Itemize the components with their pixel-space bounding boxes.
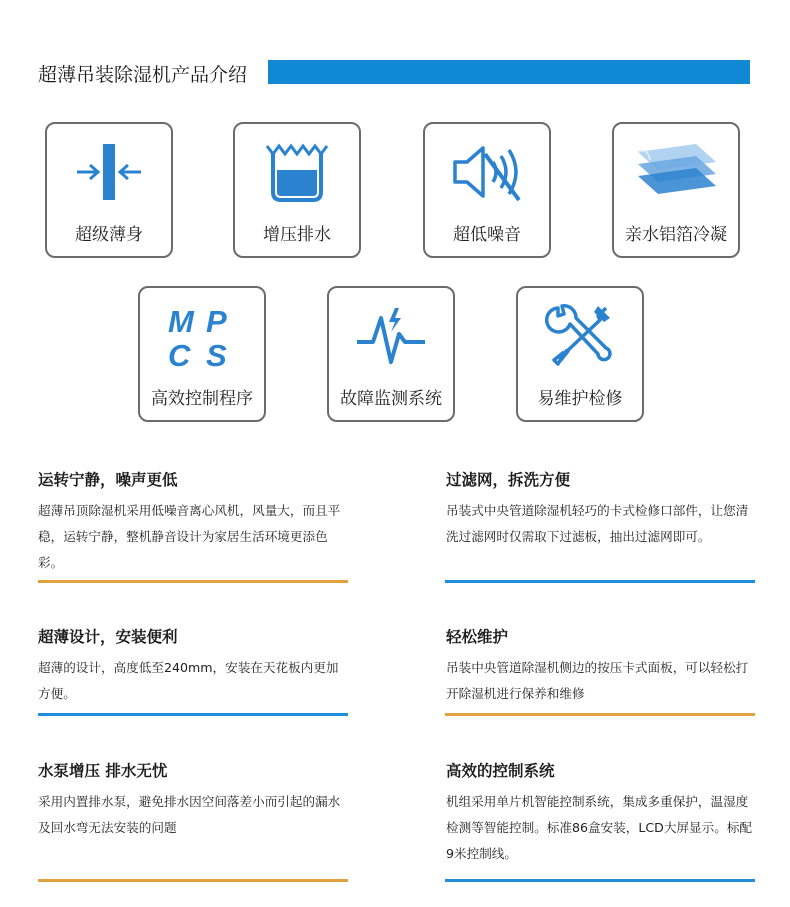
title-accent-bar — [268, 60, 750, 84]
page-title: 超薄吊装除湿机产品介绍 — [38, 64, 248, 86]
divider — [38, 879, 348, 882]
divider — [38, 580, 348, 583]
feature-control-system — [446, 759, 758, 867]
feature-filter — [446, 468, 758, 550]
divider — [445, 879, 755, 882]
feature-title: 水泵增压 排水无忧 — [38, 762, 168, 780]
feature-card-thin — [45, 122, 173, 258]
divider — [445, 580, 755, 583]
feature-pump — [38, 759, 350, 841]
feature-thin-design — [38, 625, 350, 707]
feature-title: 运转宁静，噪声更低 — [38, 471, 178, 489]
mpcs-letter-c: C — [168, 338, 191, 370]
card-label: 易维护检修 — [537, 389, 623, 409]
feature-maintenance — [446, 625, 758, 707]
card-label: 亲水铝箔冷凝 — [625, 225, 727, 245]
card-label: 超级薄身 — [75, 225, 143, 245]
feature-card-maintenance — [516, 286, 644, 422]
section-header — [38, 58, 750, 86]
card-label: 超低噪音 — [453, 225, 521, 245]
feature-title: 超薄设计，安装便利 — [38, 628, 178, 646]
feature-card-control — [138, 286, 266, 422]
feature-title: 过滤网，拆洗方便 — [446, 471, 571, 489]
feature-description: 超薄吊顶除湿机采用低噪音离心风机，风量大，而且平稳，运转宁静，整机静音设计为家居生活环境更添色彩。 — [38, 503, 341, 570]
fault-monitor-icon — [329, 300, 453, 372]
mute-speaker-icon — [425, 136, 549, 208]
feature-quiet — [38, 468, 350, 576]
feature-description: 机组采用单片机智能控制系统，集成多重保护，温湿度检测等智能控制。标准86盒安装，LCD大屏显示。标配9米控制线。 — [446, 794, 753, 861]
feature-card-noise — [423, 122, 551, 258]
mpcs-letter-p: P — [206, 304, 227, 339]
pressurized-drain-icon — [235, 136, 359, 208]
divider — [38, 713, 348, 716]
feature-title: 高效的控制系统 — [446, 762, 555, 780]
card-label: 故障监测系统 — [340, 389, 442, 409]
feature-description: 采用内置排水泵，避免排水因空间落差小而引起的漏水及回水弯无法安装的问题 — [38, 794, 341, 835]
tools-icon — [518, 300, 642, 372]
feature-card-fault — [327, 286, 455, 422]
card-label: 高效控制程序 — [151, 389, 253, 409]
feature-card-drain — [233, 122, 361, 258]
feature-title: 轻松维护 — [446, 628, 509, 646]
mpcs-letter-s: S — [206, 338, 227, 370]
aluminum-foil-icon — [614, 136, 738, 208]
card-label: 增压排水 — [263, 225, 331, 245]
feature-card-aluminum — [612, 122, 740, 258]
feature-description: 超薄的设计，高度低至240mm，安装在天花板内更加方便。 — [38, 660, 339, 701]
feature-description: 吊装中央管道除湿机侧边的按压卡式面板，可以轻松打开除湿机进行保养和维修 — [446, 660, 749, 701]
mpcs-letter-m: M — [168, 304, 194, 339]
divider — [445, 713, 755, 716]
mpcs-icon — [140, 300, 264, 372]
feature-description: 吊装式中央管道除湿机轻巧的卡式检修口部件，让您清洗过滤网时仅需取下过滤板，抽出过滤网即可。 — [446, 503, 749, 544]
thin-body-icon — [47, 136, 171, 208]
